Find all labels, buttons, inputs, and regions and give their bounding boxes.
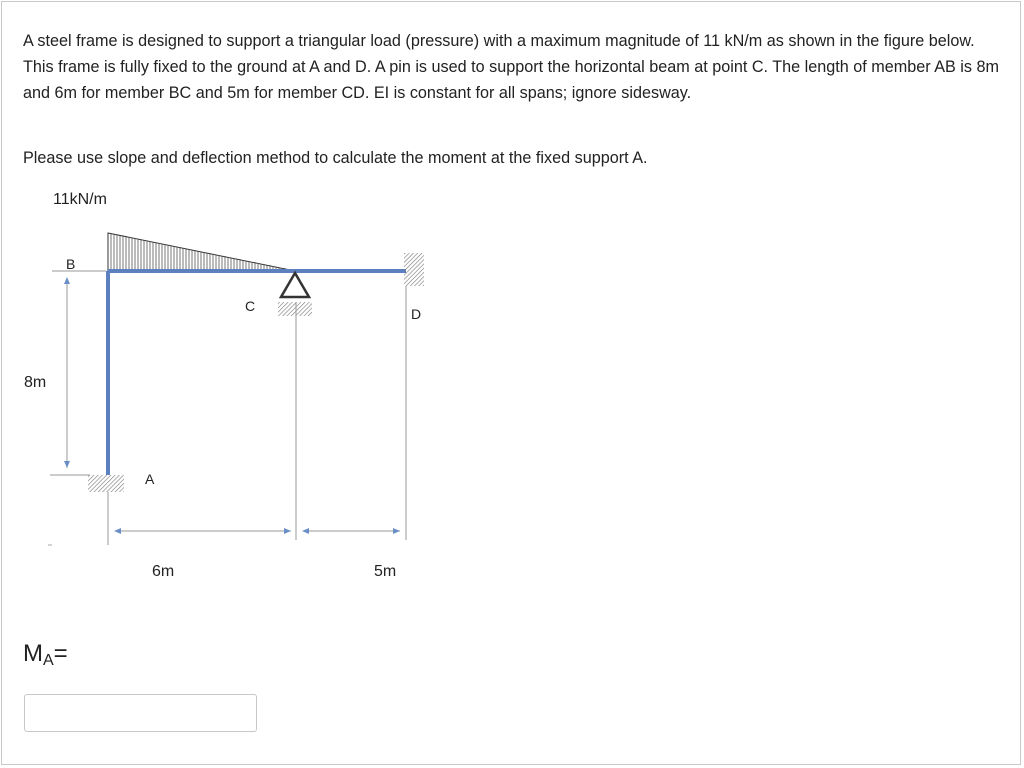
answer-label-main: M	[23, 640, 43, 667]
answer-label	[23, 640, 68, 670]
load-magnitude-label: 11kN/m	[53, 191, 107, 208]
answer-label-subscript: A	[43, 652, 54, 669]
answer-input[interactable]	[24, 694, 257, 732]
fixed-support-d	[404, 253, 424, 286]
answer-label-equals: =	[53, 640, 68, 667]
dim-label-bc: 6m	[152, 563, 175, 580]
label-b: B	[66, 256, 76, 272]
pin-support-c	[278, 273, 312, 540]
dimension-ab	[48, 271, 106, 545]
dim-label-cd: 5m	[374, 563, 397, 580]
fixed-support-a	[88, 475, 124, 492]
question-paragraph: A steel frame is designed to support a triangular load (pressure) with a maximum magnitude of 11 kN/m as shown in the figure below. This frame is fully fixed to the ground at A and D. A pin is used to support the horizontal beam at point C. The length of member AB is 8m and 6m for member BC and 5m for member CD. EI is constant for all spans; ignore sidesway.	[23, 32, 999, 102]
label-d: D	[411, 306, 422, 322]
question-instruction: Please use slope and deflection method to calculate the moment at the fixed support A.	[23, 149, 648, 167]
triangular-load	[108, 233, 295, 271]
label-a: A	[145, 471, 155, 487]
label-c: C	[245, 298, 256, 314]
dim-label-ab: 8m	[24, 374, 47, 391]
